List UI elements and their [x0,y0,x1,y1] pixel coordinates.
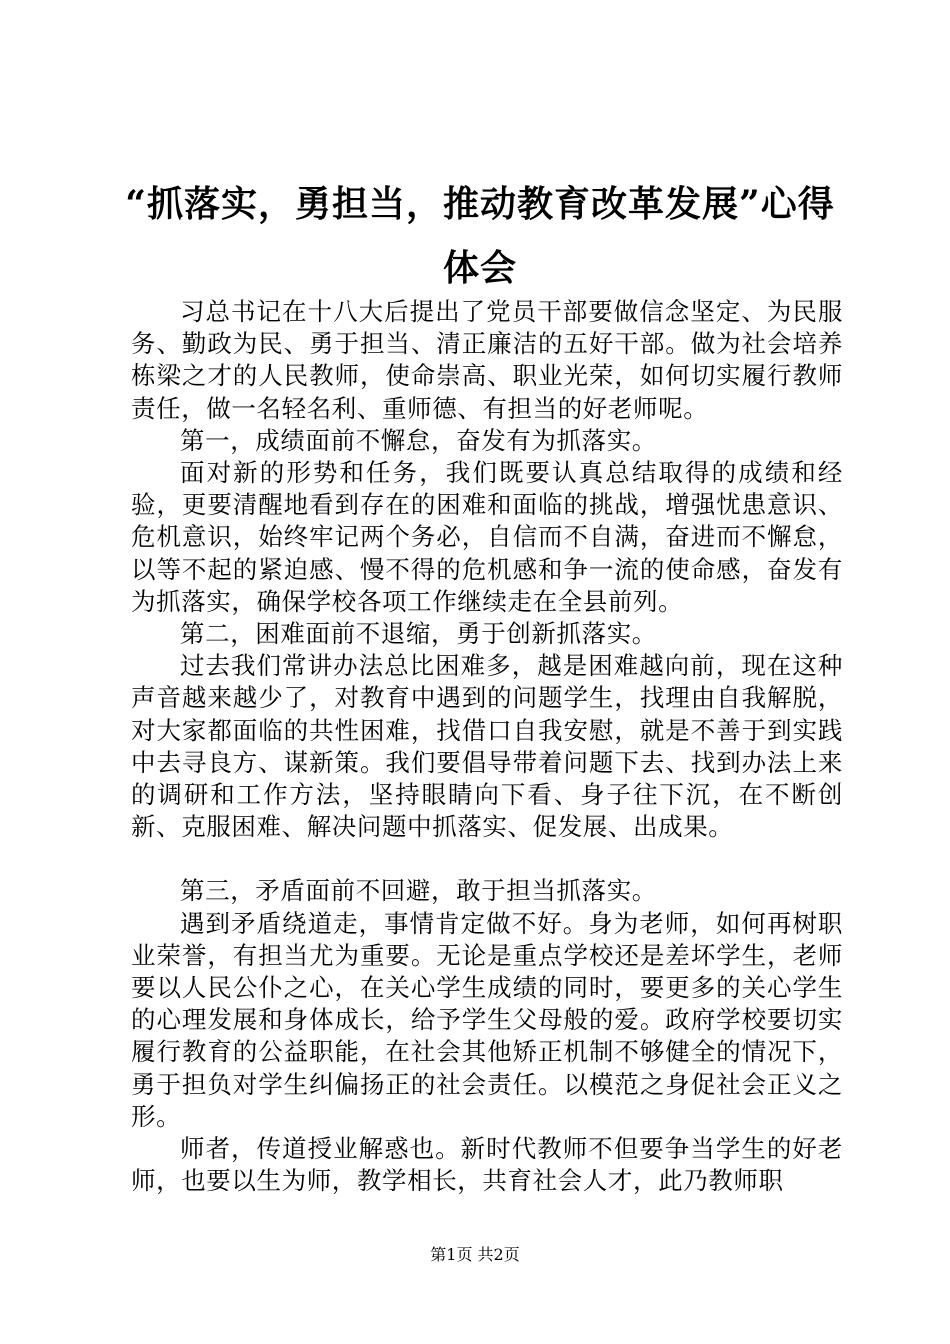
paragraph-closing: 师者，传道授业解惑也。新时代教师不但要争当学生的好老师，也要以生为师，教学相长，共育社会人才，此乃教师职 [131,1134,843,1196]
document-title: “抓落实，勇担当，推动教育改革发展”心得体会 [125,183,835,289]
paragraph-third-content: 遇到矛盾绕道走，事情肯定做不好。身为老师，如何再树职业荣誉，有担当尤为重要。无论是重点学校还是差坏学生，老师要以人民公仆之心，在关心学生成绩的同时，要更多的关心学生的心理发展和身体成长，给予学生父母般的爱。政府学校要切实履行教育的公益职能，在社会其他矫正机制不够健全的情况下，勇于担负对学生纠偏扬正的社会责任。以模范之身促社会正义之形。 [131,908,843,1131]
paragraph-heading-third: 第三，矛盾面前不回避，敢于担当抓落实。 [180,876,657,906]
paragraph-second-content: 过去我们常讲办法总比困难多，越是困难越向前，现在这种声音越来越少了，对教育中遇到的问题学生，找理由自我解脱，对大家都面临的共性困难，找借口自我安慰，就是不善于到实践中去寻良方、谋新策。我们要倡导带着问题下去、找到办法上来的调研和工作方法，坚持眼睛向下看、身子往下沉，在不断创新、克服困难、解决问题中抓落实、促发展、出成果。 [131,651,843,842]
document-body [131,296,843,1197]
paragraph-heading-second: 第二，困难面前不退缩，勇于创新抓落实。 [180,619,657,649]
paragraph-first-content: 面对新的形势和任务，我们既要认真总结取得的成绩和经验，更要清醒地看到存在的困难和面临的挑战，增强忧患意识、危机意识，始终牢记两个务必，自信而不自满，奋进而不懈怠，以等不起的紧迫感、慢不得的危机感和争一流的使命感，奋发有为抓落实，确保学校各项工作继续走在全县前列。 [131,458,843,616]
paragraph-heading-first: 第一，成绩面前不懈怠，奋发有为抓落实。 [180,425,657,455]
page-footer: 第1页 共2页 [430,1245,520,1264]
paragraph-intro: 习总书记在十八大后提出了党员干部要做信念坚定、为民服务、勤政为民、勇于担当、清正廉洁的五好干部。做为社会培养栋梁之才的人民教师，使命崇高、职业光荣，如何切实履行教师责任，做一名轻名利、重师德、有担当的好老师呢。 [131,297,843,423]
